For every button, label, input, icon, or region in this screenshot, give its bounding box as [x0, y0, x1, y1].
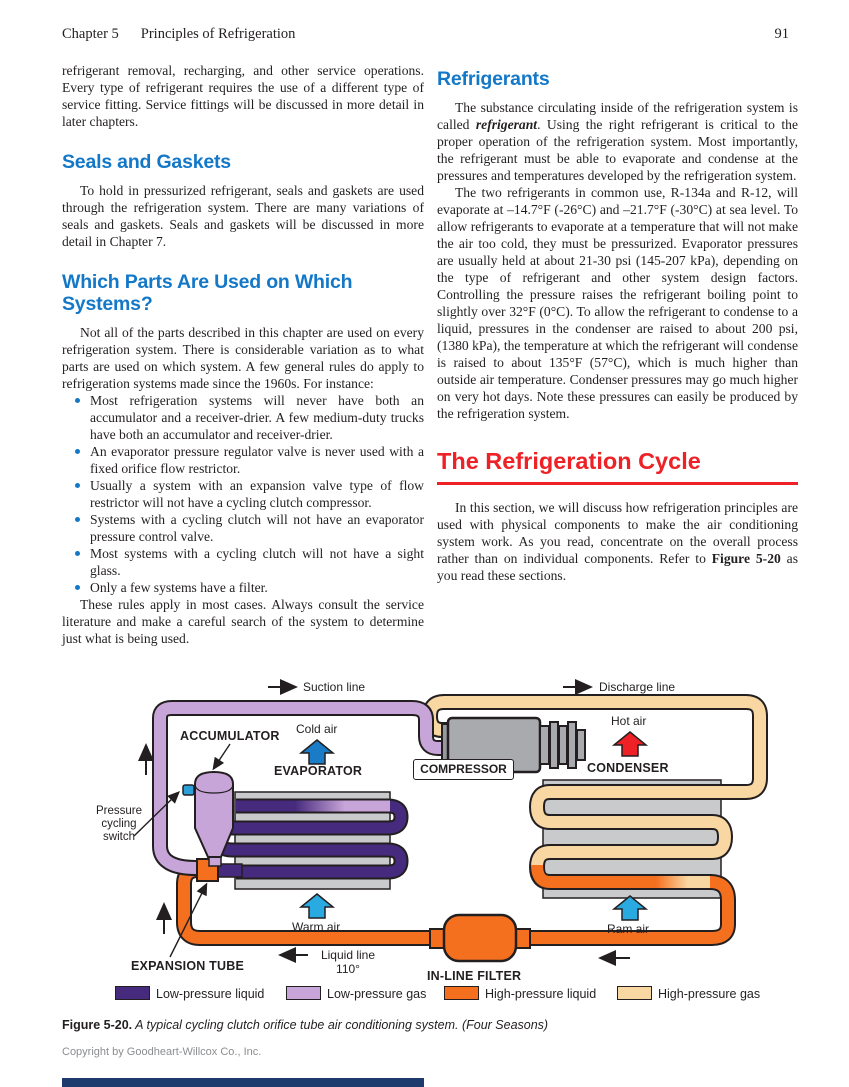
legend-swatch-high-pressure-liquid: [444, 986, 479, 1000]
figure-caption: [62, 1018, 802, 1032]
legend-item-high-pressure-liquid: [444, 986, 596, 1001]
page-number: 91: [774, 26, 789, 42]
warm-air-arrow: [301, 894, 333, 918]
figure-reference: Figure 5-20: [711, 551, 781, 566]
legend-label: Low-pressure liquid: [156, 987, 265, 1001]
legend-label: Low-pressure gas: [327, 987, 427, 1001]
paragraph-refrigerants-2: The two refrigerants in common use, R-134a and R-12, will evaporate at –14.7°F (-26°C) and –21.7°F (-30°C) at sea level. To allow refrigerants to evaporate at a temperature that will not make the air too cold, they must be pressurized. Evaporator pressures are usually held at about 21-30 psi (145-207 kPa), depending on the type of refrigerant and other system design factors. Controlling the pressure raises the refrigerant boiling point to slightly over 32°F (0°C). To allow the refrigerant to condense to a liquid, pressures in the condenser are raised to about 200 psi, (1380 kPa), the temperature at which the refrigerant will condense is raised to about 135°F (57°C), which is much higher than outside air temperature. Condenser pressures may go much higher on very hot days. Note these pressures can easily be produced by the refrigeration system.: [437, 185, 798, 421]
right-column: [437, 62, 798, 584]
figure-caption-credit: (Four Seasons): [461, 1018, 549, 1032]
discharge-line-label: Discharge line: [599, 680, 676, 694]
warm-air-label: Warm air: [292, 920, 341, 934]
legend-item-high-pressure-gas: [617, 986, 760, 1001]
hot-air-arrow: [614, 732, 646, 756]
paragraph-refrigerants-1: [437, 99, 798, 184]
liquid-line-label: [312, 948, 384, 976]
chapter-label: Chapter 5: [62, 26, 119, 42]
ram-air-label: Ram air: [607, 922, 650, 936]
compressor-label: COMPRESSOR: [413, 759, 514, 780]
pressure-cycling-switch-label: Pressure cycling switch: [95, 805, 143, 843]
legend-label: High-pressure liquid: [485, 987, 597, 1001]
figure-caption-text: A typical cycling clutch orifice tube air conditioning system.: [132, 1018, 462, 1032]
paragraph-which-parts: Not all of the parts described in this chapter are used on every refrigeration system. There is considerable variation as to what parts are used on which system. A few general rules do apply to refrigeration systems made since the 1960s. For instance:: [62, 325, 424, 391]
legend-label: High-pressure gas: [658, 987, 761, 1001]
legend-swatch-low-pressure-gas: [286, 986, 321, 1000]
heading-refrigerants: Refrigerants: [437, 68, 550, 90]
list-item: An evaporator pressure regulator valve is never used with a fixed orifice flow restrictor.: [62, 443, 424, 477]
cold-air-label: Cold air: [296, 722, 338, 736]
footer-accent-bar: [62, 1078, 424, 1087]
legend-item-low-pressure-gas: [286, 986, 426, 1001]
pressure-cycling-switch-body: [183, 785, 194, 795]
paragraph-text: as you read these sections.: [437, 551, 798, 583]
list-item: Systems with a cycling clutch will not have an evaporator pressure control valve.: [62, 511, 424, 545]
figure-5-20-diagram: [60, 672, 840, 1017]
liquid-line-temp: 110°: [336, 962, 360, 976]
heading-which-parts: Which Parts Are Used on Which Systems?: [62, 271, 353, 315]
list-item: Most systems with a cycling clutch will not have a sight glass.: [62, 545, 424, 579]
paragraph-text: The substance circulating inside of the refrigeration system is called: [437, 100, 798, 132]
paragraph-text: In this section, we will discuss how refrigeration principles are used with physical components to make the air conditioning system work. As you read, concentrate on the overall process rather than on individual components. Refer to: [437, 500, 798, 566]
accumulator-label: ACCUMULATOR: [180, 729, 280, 743]
list-item: Only a few systems have a filter.: [62, 579, 424, 596]
suction-line-label: Suction line: [303, 680, 366, 694]
term-refrigerant: refrigerant: [475, 117, 538, 132]
inline-filter-body: [430, 915, 530, 961]
paragraph-continued: refrigerant removal, recharging, and other service operations. Every type of refrigerant requires the use of a different type of service fitting. Service fittings will be discussed in more detail in later chapters.: [62, 63, 424, 129]
expansion-tube-label: EXPANSION TUBE: [131, 959, 244, 973]
chapter-title: Principles of Refrigeration: [140, 26, 296, 42]
copyright-notice: Copyright by Goodheart-Willcox Co., Inc.: [62, 1046, 262, 1058]
legend-swatch-high-pressure-gas: [617, 986, 652, 1000]
figure-caption-label: Figure 5-20.: [62, 1018, 133, 1032]
ram-air-arrow: [614, 896, 646, 920]
liquid-line-text: Liquid line: [320, 948, 376, 962]
paragraph-seals: To hold in pressurized refrigerant, seals and gaskets are used through the refrigeration system. There are many variations of seals and gaskets. Seals and gaskets will be discussed in more detail in Chapter 7.: [62, 183, 424, 249]
accumulator-pointer-line: [214, 744, 230, 768]
heading-refrigeration-cycle: The Refrigeration Cycle: [437, 448, 798, 485]
hot-air-label: Hot air: [611, 714, 647, 728]
cold-air-arrow: [301, 740, 333, 764]
paragraph-cycle-intro: [437, 499, 798, 584]
left-column: [62, 62, 424, 647]
list-item: Most refrigeration systems will never have both an accumulator and a receiver-drier. A few medium-duty trucks have both an accumulator and receiver-drier.: [62, 392, 424, 443]
condenser-label: CONDENSER: [587, 761, 669, 775]
list-item: Usually a system with an expansion valve type of flow restrictor will not have a cycling clutch compressor.: [62, 477, 424, 511]
inline-filter-label: IN-LINE FILTER: [427, 969, 522, 983]
evaporator-label: EVAPORATOR: [274, 764, 363, 778]
heading-seals-and-gaskets: Seals and Gaskets: [62, 151, 231, 173]
running-head-title: [62, 26, 295, 43]
paragraph-text: . Using the right refrigerant is critical to the proper operation of the refrigeration system. Most importantly, the refrigerant must be able to evaporate and condense at the pressures and temperatures developed by the refrigeration system.: [437, 117, 798, 183]
running-head: [62, 26, 789, 43]
legend-swatch-low-pressure-liquid: [115, 986, 150, 1000]
legend-item-low-pressure-liquid: [115, 986, 264, 1001]
rules-list: [62, 392, 424, 596]
paragraph-rules-closing: These rules apply in most cases. Always consult the service literature and make a careful search of the system to determine just what is being used.: [62, 597, 424, 646]
